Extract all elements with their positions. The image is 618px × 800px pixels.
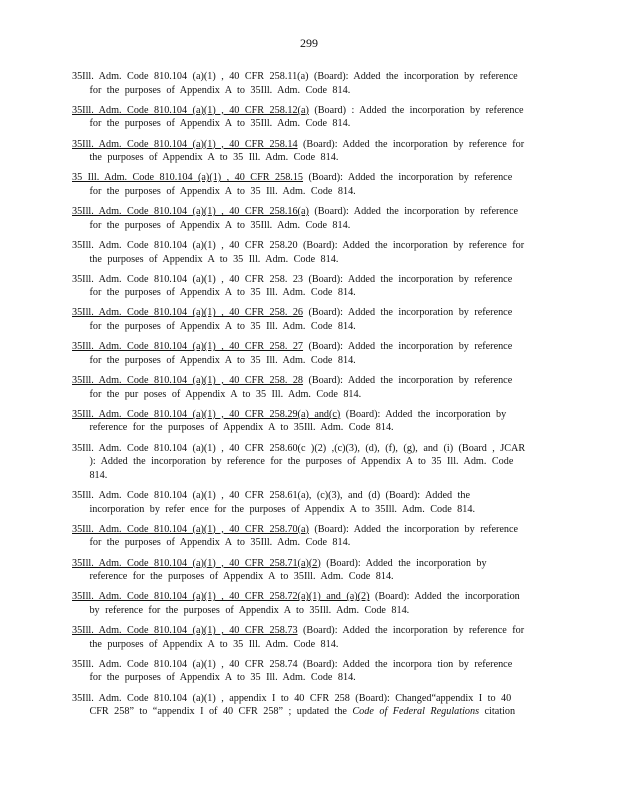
citation-reference: 35Ill. Adm. Code 810.104 (a)(1) , 40 CFR 258.72(a)(1) and (a)(2)	[72, 591, 370, 603]
citation-reference: 35Ill. Adm. Code 810.104 (a)(1) , 40 CFR 258. 26	[72, 307, 304, 319]
citation-entry	[72, 70, 528, 97]
citation-entry	[72, 306, 528, 333]
citation-reference: 35Ill. Adm. Code 810.104 (a)(1) , 40 CFR 258.20	[72, 239, 298, 251]
citation-entry	[72, 273, 528, 300]
citation-entry	[72, 138, 528, 165]
description-text: (Board): Changed“appendix I to 40 CFR 258” to “appendix I of 40 CFR 258” ; updated the	[89, 692, 512, 718]
citation-entry	[72, 658, 528, 685]
citation-list	[72, 70, 528, 725]
citation-entry	[72, 489, 528, 516]
citation-reference: 35Ill. Adm. Code 810.104 (a)(1) , 40 CFR 258.12(a)	[72, 104, 309, 116]
citation-description: (Board) : Added the incorporation by reference for the purposes of Appendix A to 35Ill. Adm. Code 814.	[89, 104, 524, 130]
citation-description: (Board): Added the incorporation by reference for the purposes of Appendix A to 35 Ill. Adm. Code 814.	[89, 273, 513, 299]
citation-entry	[72, 590, 528, 617]
citation-description: (Board): Added the incorporation by reference for the purposes of Appendix A to 35Ill. Adm. Code 814.	[89, 591, 520, 616]
citation-entry	[72, 557, 528, 584]
citation-description: (Board): Added the incorporation by reference for the purposes of Appendix A to 35 Ill. Adm. Code 814.	[89, 625, 525, 650]
citation-description: (Board): Added the incorporation by reference for the purposes of Appendix A to 35 Ill. Adm. Code 814.	[89, 172, 513, 197]
citation-description: (Board): Added the incorporation by reference for the purposes of Appendix A to 35 Ill. Adm. Code 814.	[89, 341, 513, 366]
citation-entry	[72, 408, 528, 435]
description-italic-title: Code of Federal Regulations	[352, 706, 480, 718]
citation-description: (Board): Added the incorporation by reference for the purposes of Appendix A to 35 Ill. Adm. Code 814.	[89, 307, 513, 333]
citation-entry	[72, 205, 528, 232]
citation-description: (Board): Added the incorporation by reference for the purposes of Appendix A to 35Ill. Adm. Code 814.	[89, 557, 487, 583]
citation-description: (Board): Added the incorporation by reference for the purposes of Appendix A to 35Ill. Adm. Code 814.	[89, 408, 507, 434]
citation-entry	[72, 171, 528, 198]
citation-reference: 35Ill. Adm. Code 810.104 (a)(1) , 40 CFR 258. 28	[72, 375, 304, 387]
citation-entry	[72, 442, 528, 483]
citation-entry	[72, 239, 528, 266]
citation-description: (Board , JCAR ): Added the incorporation by reference for the purposes of Appendix A to 35 Ill. Adm. Code 814.	[89, 442, 526, 481]
citation-reference: 35Ill. Adm. Code 810.104 (a)(1) , 40 CFR 258. 23	[72, 273, 304, 285]
citation-description: (Board): Added the incorporation by refer ence for the purposes of Appendix A to 35Ill. Adm. Code 814.	[89, 489, 476, 515]
citation-reference: 35Ill. Adm. Code 810.104 (a)(1) , 40 CFR 258.14	[72, 138, 298, 150]
citation-reference: 35 Ill. Adm. Code 810.104 (a)(1) , 40 CFR 258.15	[72, 172, 304, 184]
citation-reference: 35Ill. Adm. Code 810.104 (a)(1) , 40 CFR 258. 27	[72, 341, 304, 353]
last-citation-entry	[72, 692, 528, 719]
citation-description: (Board): Added the incorporation by reference for the purposes of Appendix A to 35Ill. Adm. Code 814.	[89, 71, 518, 96]
citation-reference: 35Ill. Adm. Code 810.104 (a)(1) , 40 CFR 258.70(a)	[72, 523, 309, 535]
citation-description: (Board): Added the incorporation by reference for the purposes of Appendix A to 35 Ill. Adm. Code 814.	[89, 138, 525, 164]
citation-entry	[72, 624, 528, 651]
citation-description: (Board): Added the incorporation by reference for the purposes of Appendix A to 35 Ill. Adm. Code 814.	[89, 239, 525, 265]
page-number: 299	[300, 36, 318, 50]
citation-description: (Board): Added the incorporation by reference for the pur poses of Appendix A to 35 Ill. Adm. Code 814.	[89, 375, 513, 400]
citation-reference: 35Ill. Adm. Code 810.104 (a)(1) , appendix I to 40 CFR 258	[72, 692, 350, 704]
citation-description: (Board): Added the incorporation by reference for the purposes of Appendix A to 35Ill. Adm. Code 814.	[89, 206, 519, 231]
citation-reference: 35Ill. Adm. Code 810.104 (a)(1) , 40 CFR 258.74	[72, 658, 298, 670]
citation-entry	[72, 374, 528, 401]
citation-reference: 35Ill. Adm. Code 810.104 (a)(1) , 40 CFR 258.61(a), (c)(3), and (d)	[72, 489, 381, 501]
citation-reference: 35Ill. Adm. Code 810.104 (a)(1) , 40 CFR 258.73	[72, 625, 298, 637]
citation-entry	[72, 523, 528, 550]
citation-reference: 35Ill. Adm. Code 810.104 (a)(1) , 40 CFR 258.11(a)	[72, 71, 309, 82]
citation-description: (Board): Added the incorporation by reference for the purposes of Appendix A to 35Ill. Adm. Code 814.	[89, 523, 519, 549]
citation-reference: 35Ill. Adm. Code 810.104 (a)(1) , 40 CFR 258.60(c )(2) ,(c)(3), (d), (f), (g), and (i)	[72, 442, 454, 454]
citation-reference: 35Ill. Adm. Code 810.104 (a)(1) , 40 CFR 258.29(a) and(c)	[72, 408, 341, 420]
citation-reference: 35Ill. Adm. Code 810.104 (a)(1) , 40 CFR 258.16(a)	[72, 206, 309, 218]
citation-entry	[72, 104, 528, 131]
citation-entry	[72, 340, 528, 367]
citation-description: (Board): Added the incorpora tion by reference for the purposes of Appendix A to 35 Ill. Adm. Code 814.	[89, 658, 513, 684]
citation-reference: 35Ill. Adm. Code 810.104 (a)(1) , 40 CFR 258.71(a)(2)	[72, 557, 321, 569]
description-text-end: citation	[479, 706, 516, 718]
